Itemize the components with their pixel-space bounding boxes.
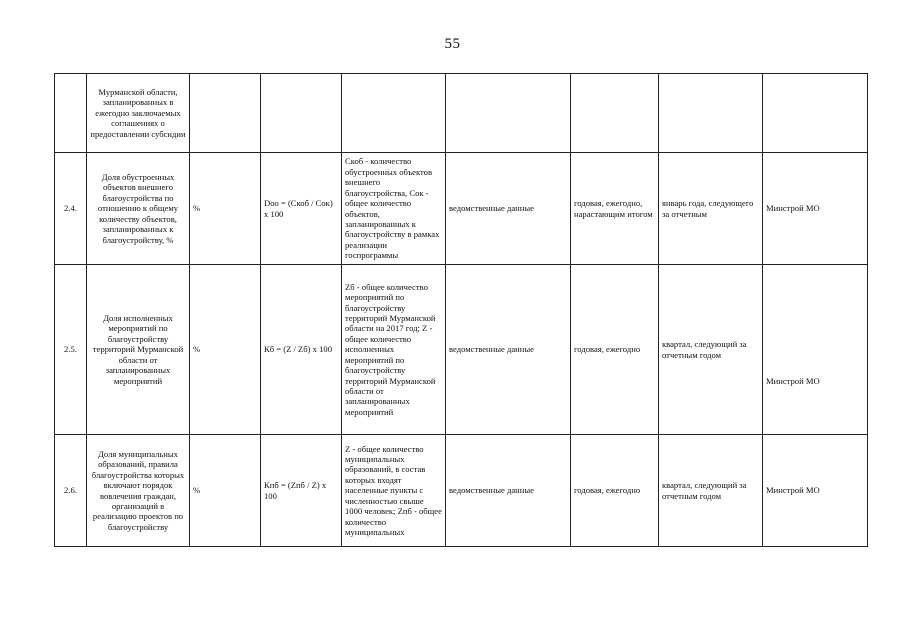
indicator-name-cell: Доля обустроенных объектов внешнего благоустройства по отношению к общему количеству объектов, запланированных к благоустройству, % xyxy=(87,153,190,265)
table-row xyxy=(55,435,868,547)
row-number-cell: 2.4. xyxy=(55,153,87,265)
data-source-cell: ведомственные данные xyxy=(446,265,571,435)
row-number-cell: 2.5. xyxy=(55,265,87,435)
deadline-cell: январь года, следующего за отчетным xyxy=(659,153,763,265)
indicator-name-cell: Доля исполненных мероприятий по благоустройству территорий Мурманской области от запланированных мероприятий xyxy=(87,265,190,435)
indicator-table xyxy=(54,73,868,547)
data-source-cell: ведомственные данные xyxy=(446,153,571,265)
table-row xyxy=(55,265,868,435)
formula-cell: Кб = (Z / Zб) x 100 xyxy=(261,265,342,435)
responsible-cell: Минстрой МО xyxy=(763,153,868,265)
table-row xyxy=(55,153,868,265)
formula-description-cell: Zб - общее количество мероприятий по благоустройству территорий Мурманской области на 2017 год; Z - общее количество исполненных мероприятий по благоустройству территорий Мурманской области от запланированных мероприятий xyxy=(342,265,446,435)
formula-description-cell: Z - общее количество муниципальных образований, в состав которых входят населенные пункты с численностью свыше 1000 человек; Zпб - общее количество муниципальных xyxy=(342,435,446,547)
unit-cell: % xyxy=(190,265,261,435)
page-number: 55 xyxy=(444,36,461,52)
table-row-continuation xyxy=(55,74,868,153)
responsible-cell: Минстрой МО xyxy=(763,435,868,547)
formula-description-cell: Скоб - количество обустроенных объектов внешнего благоустройства, Сок - общее количество объектов, запланированных к благоустройству в рамках реализации госпрограммы xyxy=(342,153,446,265)
row-number-cell: 2.6. xyxy=(55,435,87,547)
unit-cell: % xyxy=(190,153,261,265)
indicator-name-cell: Доля муниципальных образований, правила благоустройства которых включают порядок вовлечения граждан, организаций в реализацию проектов по благоустройству xyxy=(87,435,190,547)
responsible-cell: Минстрой МО xyxy=(763,265,868,435)
periodicity-cell: годовая, ежегодно xyxy=(571,435,659,547)
formula-cell: Doo = (Скоб / Сок) x 100 xyxy=(261,153,342,265)
deadline-cell: квартал, следующий за отчетным годом xyxy=(659,435,763,547)
periodicity-cell: годовая, ежегодно xyxy=(571,265,659,435)
row-number-cell xyxy=(55,74,87,153)
indicator-name-cell: Мурманской области, запланированных в ежегодно заключаемых соглашениях о предоставлении субсидии xyxy=(87,74,190,153)
formula-cell: Кпб = (Zпб / Z) x 100 xyxy=(261,435,342,547)
deadline-cell: квартал, следующий за отчетным годом xyxy=(659,265,763,435)
unit-cell: % xyxy=(190,435,261,547)
data-source-cell: ведомственные данные xyxy=(446,435,571,547)
periodicity-cell: годовая, ежегодно, нарастающим итогом xyxy=(571,153,659,265)
